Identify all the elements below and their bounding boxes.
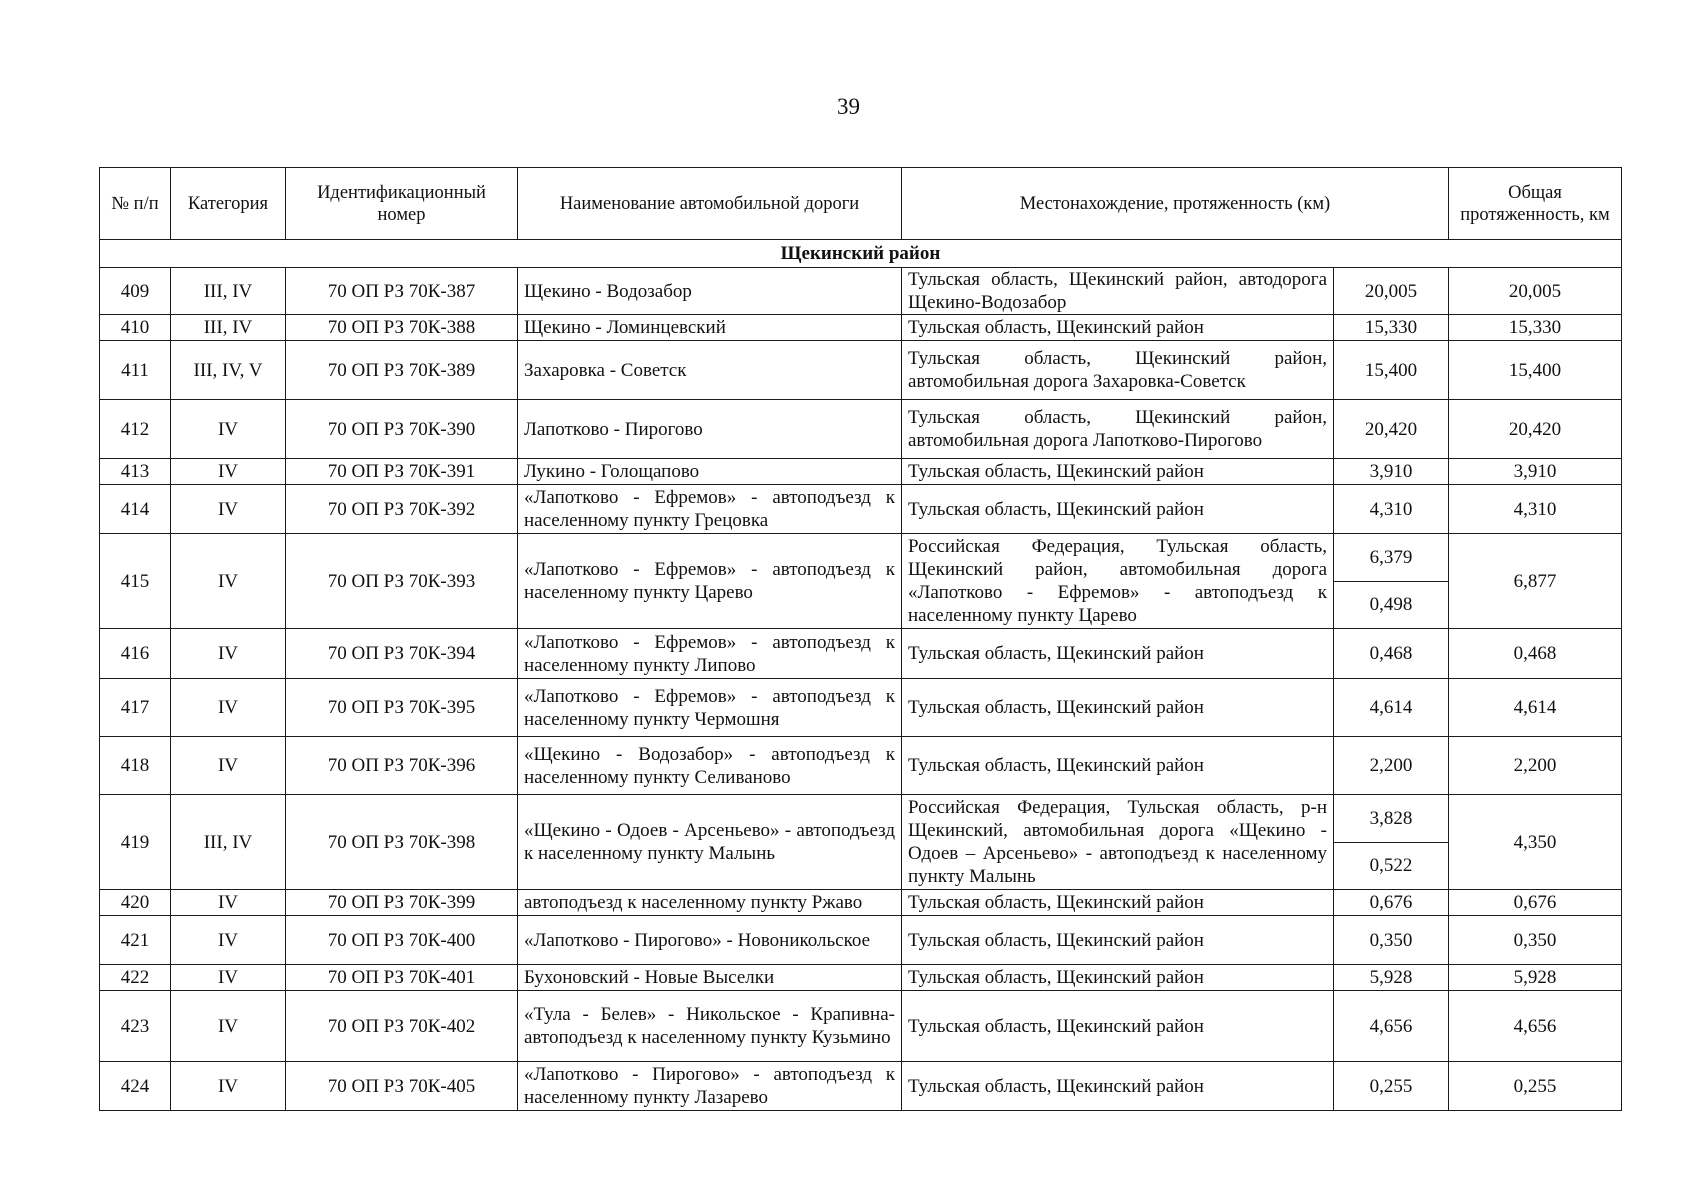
- cell-id: 70 ОП РЗ 70К-400: [286, 916, 518, 965]
- cell-id: 70 ОП РЗ 70К-388: [286, 315, 518, 341]
- cell-num: 422: [100, 965, 171, 991]
- cell-num: 412: [100, 400, 171, 459]
- roads-table: [99, 167, 1622, 1111]
- cell-total: 4,350: [1449, 795, 1622, 890]
- cell-location: Российская Федерация, Тульская область, Щекинский район, автомобильная дорога «Лапотково - Ефремов» - автоподъезд к населенному пункту Царево: [902, 534, 1334, 629]
- cell-num: 417: [100, 679, 171, 737]
- cell-id: 70 ОП РЗ 70К-394: [286, 629, 518, 679]
- cell-length: 20,420: [1334, 400, 1449, 459]
- cell-total: 20,420: [1449, 400, 1622, 459]
- cell-category: III, IV: [171, 315, 286, 341]
- cell-total: 5,928: [1449, 965, 1622, 991]
- district-title: Щекинский район: [100, 240, 1622, 268]
- table-row: [100, 1062, 1622, 1111]
- cell-category: IV: [171, 965, 286, 991]
- cell-name: Лапотково - Пирогово: [518, 400, 902, 459]
- cell-id: 70 ОП РЗ 70К-401: [286, 965, 518, 991]
- cell-total: 15,330: [1449, 315, 1622, 341]
- cell-location: Тульская область, Щекинский район: [902, 991, 1334, 1062]
- cell-location: Тульская область, Щекинский район, автомобильная дорога Лапотково-Пирогово: [902, 400, 1334, 459]
- cell-length: 3,828: [1334, 795, 1449, 843]
- cell-category: IV: [171, 916, 286, 965]
- cell-name: «Лапотково - Ефремов» - автоподъезд к населенному пункту Липово: [518, 629, 902, 679]
- table-row: [100, 485, 1622, 534]
- cell-length: 4,310: [1334, 485, 1449, 534]
- cell-id: 70 ОП РЗ 70К-393: [286, 534, 518, 629]
- header-category: Категория: [171, 168, 286, 240]
- table-row: [100, 400, 1622, 459]
- cell-length: 0,676: [1334, 890, 1449, 916]
- cell-location: Российская Федерация, Тульская область, р-н Щекинский, автомобильная дорога «Щекино - Одоев – Арсеньево» - автоподъезд к населенному пункту Малынь: [902, 795, 1334, 890]
- cell-total: 6,877: [1449, 534, 1622, 629]
- cell-location: Тульская область, Щекинский район, автомобильная дорога Захаровка-Советск: [902, 341, 1334, 400]
- cell-category: IV: [171, 629, 286, 679]
- cell-name: «Лапотково - Ефремов» - автоподъезд к населенному пункту Чермошня: [518, 679, 902, 737]
- table-row: [100, 679, 1622, 737]
- cell-length: 0,468: [1334, 629, 1449, 679]
- cell-num: 416: [100, 629, 171, 679]
- cell-length: 0,350: [1334, 916, 1449, 965]
- cell-name: Лукино - Голощапово: [518, 459, 902, 485]
- table-row: [100, 991, 1622, 1062]
- cell-name: «Лапотково - Ефремов» - автоподъезд к населенному пункту Царево: [518, 534, 902, 629]
- cell-location: Тульская область, Щекинский район: [902, 629, 1334, 679]
- cell-id: 70 ОП РЗ 70К-391: [286, 459, 518, 485]
- cell-name: «Лапотково - Ефремов» - автоподъезд к населенному пункту Грецовка: [518, 485, 902, 534]
- cell-length: 3,910: [1334, 459, 1449, 485]
- cell-id: 70 ОП РЗ 70К-390: [286, 400, 518, 459]
- cell-id: 70 ОП РЗ 70К-387: [286, 268, 518, 315]
- cell-total: 0,676: [1449, 890, 1622, 916]
- cell-num: 410: [100, 315, 171, 341]
- cell-name: Бухоновский - Новые Выселки: [518, 965, 902, 991]
- cell-num: 421: [100, 916, 171, 965]
- header-location: Местонахождение, протяженность (км): [902, 168, 1449, 240]
- table-row: [100, 534, 1622, 582]
- header-total: Общая протяженность, км: [1449, 168, 1622, 240]
- cell-location: Тульская область, Щекинский район: [902, 965, 1334, 991]
- cell-name: «Щекино - Одоев - Арсеньево» - автоподъезд к населенному пункту Малынь: [518, 795, 902, 890]
- cell-name: Щекино - Ломинцевский: [518, 315, 902, 341]
- cell-location: Тульская область, Щекинский район: [902, 737, 1334, 795]
- cell-id: 70 ОП РЗ 70К-398: [286, 795, 518, 890]
- cell-id: 70 ОП РЗ 70К-396: [286, 737, 518, 795]
- header-id: Идентификационный номер: [286, 168, 518, 240]
- header-row: [100, 168, 1622, 240]
- cell-total: 20,005: [1449, 268, 1622, 315]
- cell-total: 0,255: [1449, 1062, 1622, 1111]
- table-row: [100, 916, 1622, 965]
- cell-num: 413: [100, 459, 171, 485]
- district-row: [100, 240, 1622, 268]
- cell-total: 0,468: [1449, 629, 1622, 679]
- cell-category: IV: [171, 400, 286, 459]
- cell-num: 414: [100, 485, 171, 534]
- cell-location: Тульская область, Щекинский район: [902, 1062, 1334, 1111]
- cell-num: 415: [100, 534, 171, 629]
- table-row: [100, 965, 1622, 991]
- cell-category: IV: [171, 1062, 286, 1111]
- cell-length: 20,005: [1334, 268, 1449, 315]
- cell-name: «Тула - Белев» - Никольское - Крапивна-автоподъезд к населенному пункту Кузьмино: [518, 991, 902, 1062]
- cell-category: III, IV, V: [171, 341, 286, 400]
- cell-category: IV: [171, 737, 286, 795]
- cell-length: 15,330: [1334, 315, 1449, 341]
- cell-name: «Лапотково - Пирогово» - Новоникольское: [518, 916, 902, 965]
- cell-location: Тульская область, Щекинский район: [902, 916, 1334, 965]
- cell-category: IV: [171, 890, 286, 916]
- header-name: Наименование автомобильной дороги: [518, 168, 902, 240]
- page-number: 39: [837, 94, 860, 119]
- cell-num: 411: [100, 341, 171, 400]
- cell-length: 6,379: [1334, 534, 1449, 582]
- cell-length: 5,928: [1334, 965, 1449, 991]
- cell-location: Тульская область, Щекинский район: [902, 890, 1334, 916]
- cell-id: 70 ОП РЗ 70К-392: [286, 485, 518, 534]
- cell-location: Тульская область, Щекинский район: [902, 485, 1334, 534]
- cell-category: IV: [171, 991, 286, 1062]
- cell-location: Тульская область, Щекинский район: [902, 459, 1334, 485]
- cell-length: 0,498: [1334, 581, 1449, 629]
- cell-total: 2,200: [1449, 737, 1622, 795]
- cell-name: «Щекино - Водозабор» - автоподъезд к населенному пункту Селиваново: [518, 737, 902, 795]
- cell-total: 3,910: [1449, 459, 1622, 485]
- cell-num: 409: [100, 268, 171, 315]
- cell-num: 418: [100, 737, 171, 795]
- cell-location: Тульская область, Щекинский район: [902, 315, 1334, 341]
- cell-total: 0,350: [1449, 916, 1622, 965]
- cell-location: Тульская область, Щекинский район: [902, 679, 1334, 737]
- cell-category: III, IV: [171, 268, 286, 315]
- cell-category: IV: [171, 679, 286, 737]
- cell-length: 0,255: [1334, 1062, 1449, 1111]
- cell-total: 15,400: [1449, 341, 1622, 400]
- table-row: [100, 890, 1622, 916]
- cell-length: 2,200: [1334, 737, 1449, 795]
- cell-num: 423: [100, 991, 171, 1062]
- cell-length: 15,400: [1334, 341, 1449, 400]
- cell-id: 70 ОП РЗ 70К-399: [286, 890, 518, 916]
- cell-total: 4,614: [1449, 679, 1622, 737]
- cell-name: Щекино - Водозабор: [518, 268, 902, 315]
- table-row: [100, 268, 1622, 315]
- cell-length: 4,614: [1334, 679, 1449, 737]
- cell-category: IV: [171, 485, 286, 534]
- cell-length: 4,656: [1334, 991, 1449, 1062]
- cell-name: автоподъезд к населенному пункту Ржаво: [518, 890, 902, 916]
- table-row: [100, 341, 1622, 400]
- table-row: [100, 629, 1622, 679]
- cell-total: 4,310: [1449, 485, 1622, 534]
- cell-length: 0,522: [1334, 842, 1449, 890]
- table-row: [100, 315, 1622, 341]
- cell-id: 70 ОП РЗ 70К-405: [286, 1062, 518, 1111]
- table-row: [100, 459, 1622, 485]
- cell-name: Захаровка - Советск: [518, 341, 902, 400]
- header-num: № п/п: [100, 168, 171, 240]
- cell-name: «Лапотково - Пирогово» - автоподъезд к населенному пункту Лазарево: [518, 1062, 902, 1111]
- table-row: [100, 737, 1622, 795]
- cell-num: 420: [100, 890, 171, 916]
- cell-total: 4,656: [1449, 991, 1622, 1062]
- cell-id: 70 ОП РЗ 70К-402: [286, 991, 518, 1062]
- cell-location: Тульская область, Щекинский район, автодорога Щекино-Водозабор: [902, 268, 1334, 315]
- table-row: [100, 795, 1622, 843]
- cell-category: III, IV: [171, 795, 286, 890]
- cell-category: IV: [171, 459, 286, 485]
- cell-num: 424: [100, 1062, 171, 1111]
- cell-id: 70 ОП РЗ 70К-389: [286, 341, 518, 400]
- cell-num: 419: [100, 795, 171, 890]
- cell-id: 70 ОП РЗ 70К-395: [286, 679, 518, 737]
- cell-category: IV: [171, 534, 286, 629]
